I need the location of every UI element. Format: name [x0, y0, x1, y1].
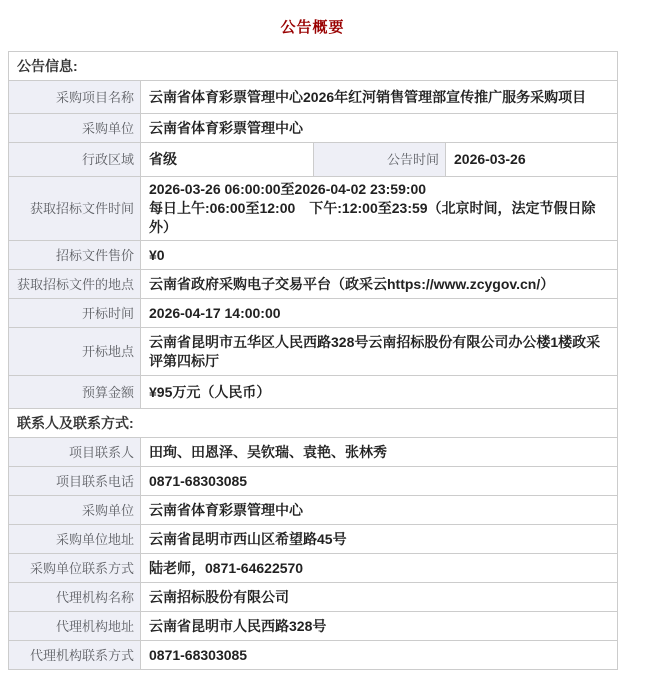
row-value	[141, 177, 618, 241]
row-value: 2026-04-17 14:00:00	[141, 299, 618, 328]
table-row	[9, 270, 618, 299]
row-value: 0871-68303085	[141, 467, 618, 496]
row-label: 项目联系电话	[9, 467, 141, 496]
row-value: 云南省体育彩票管理中心	[141, 114, 618, 143]
row-label: 采购单位联系方式	[9, 554, 141, 583]
table-row	[9, 496, 618, 525]
row-label: 行政区域	[9, 143, 141, 177]
row-value: 2026-03-26	[446, 143, 618, 177]
table-row	[9, 177, 618, 241]
table-row	[9, 299, 618, 328]
row-value: 田珣、田恩泽、吴钦瑞、袁艳、张林秀	[141, 438, 618, 467]
row-value: 陆老师，0871-64622570	[141, 554, 618, 583]
row-label: 采购单位	[9, 496, 141, 525]
row-value: 云南省昆明市五华区人民西路328号云南招标股份有限公司办公楼1楼政采评第四标厅	[141, 328, 618, 376]
row-label: 代理机构名称	[9, 583, 141, 612]
row-label: 代理机构联系方式	[9, 641, 141, 670]
row-value: 省级	[141, 143, 314, 177]
row-value: ¥95万元（人民币）	[141, 376, 618, 409]
section-header-row	[9, 52, 618, 81]
table-row	[9, 525, 618, 554]
row-label: 预算金额	[9, 376, 141, 409]
row-value: 0871-68303085	[141, 641, 618, 670]
row-value: 云南省昆明市西山区希望路45号	[141, 525, 618, 554]
table-row	[9, 143, 618, 177]
row-value: 云南省政府采购电子交易平台（政采云https://www.zcygov.cn/）	[141, 270, 618, 299]
row-label: 采购单位	[9, 114, 141, 143]
row-value: 云南省体育彩票管理中心	[141, 496, 618, 525]
row-label: 代理机构地址	[9, 612, 141, 641]
section-title: 公告信息:	[9, 52, 618, 81]
value-line: 每日上午:06:00至12:00 下午:12:00至23:59（北京时间，法定节假日除外）	[149, 200, 596, 235]
row-value: 云南省昆明市人民西路328号	[141, 612, 618, 641]
row-value: ¥0	[141, 241, 618, 270]
row-label: 采购项目名称	[9, 81, 141, 114]
row-label: 开标时间	[9, 299, 141, 328]
table-row	[9, 81, 618, 114]
table-row	[9, 612, 618, 641]
table-row	[9, 114, 618, 143]
row-label: 招标文件售价	[9, 241, 141, 270]
table-row	[9, 583, 618, 612]
table-row	[9, 554, 618, 583]
row-value: 云南省体育彩票管理中心2026年红河销售管理部宣传推广服务采购项目	[141, 81, 618, 114]
row-label: 获取招标文件时间	[9, 177, 141, 241]
table-row	[9, 376, 618, 409]
row-label: 公告时间	[314, 143, 446, 177]
section-header-row	[9, 409, 618, 438]
table-row	[9, 641, 618, 670]
row-label: 项目联系人	[9, 438, 141, 467]
value-line: 2026-03-26 06:00:00至2026-04-02 23:59:00	[149, 181, 427, 197]
announcement-summary-table	[8, 51, 618, 670]
section-title: 联系人及联系方式:	[9, 409, 618, 438]
table-row	[9, 241, 618, 270]
announcement-page	[8, 16, 617, 670]
page-title: 公告概要	[280, 19, 345, 36]
table-row	[9, 328, 618, 376]
table-row	[9, 438, 618, 467]
row-value: 云南招标股份有限公司	[141, 583, 618, 612]
row-label: 采购单位地址	[9, 525, 141, 554]
table-row	[9, 467, 618, 496]
row-label: 开标地点	[9, 328, 141, 376]
row-label: 获取招标文件的地点	[9, 270, 141, 299]
